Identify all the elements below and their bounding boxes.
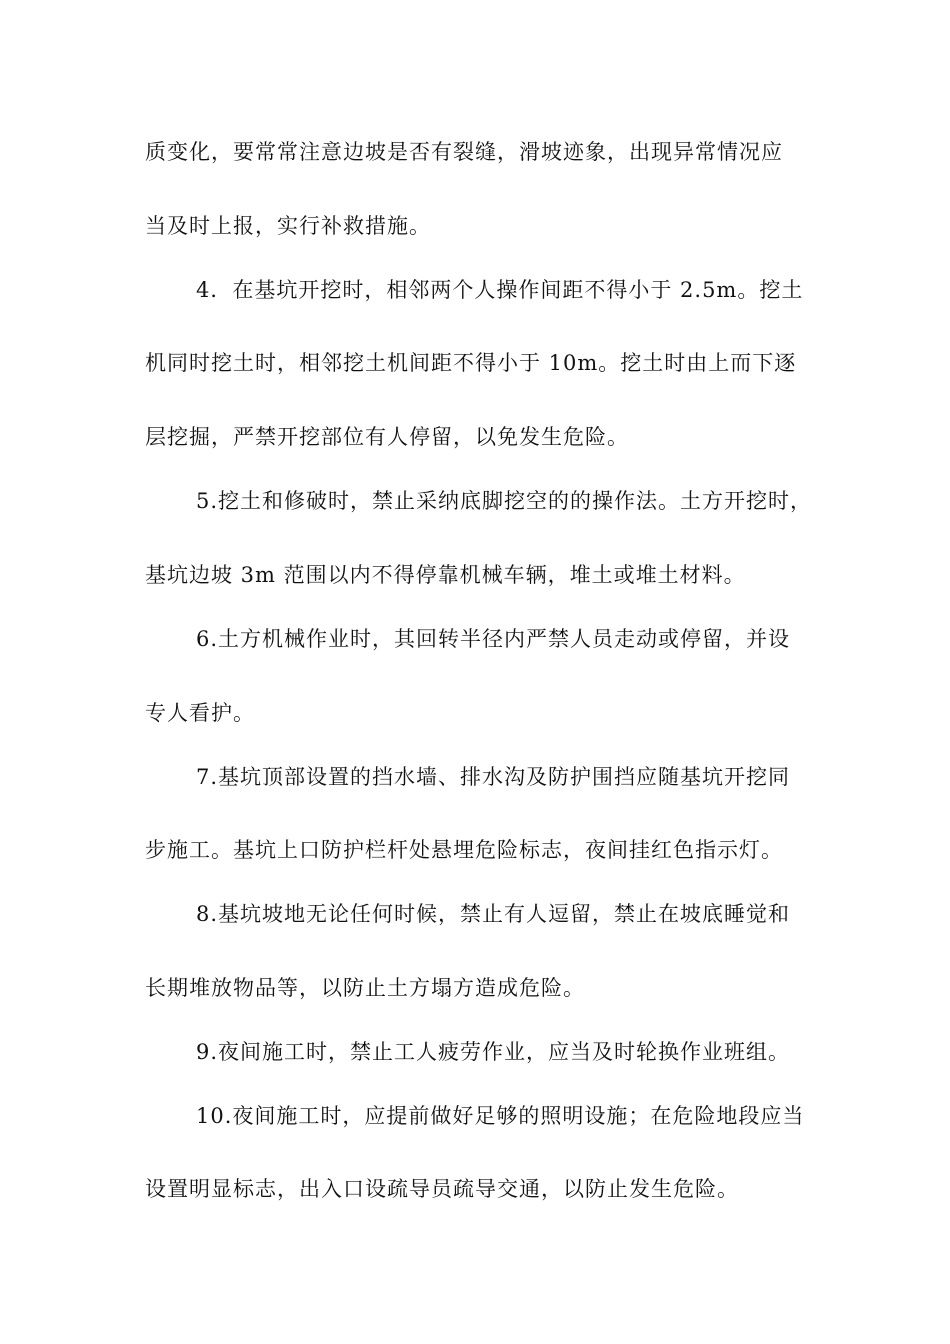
text-line: 设置明显标志，出入口设疏导员疏导交通，以防止发生危险。	[145, 1177, 739, 1201]
text-line: 基坑边坡 3m 范围以内不得停靠机械车辆，堆土或堆土材料。	[145, 563, 746, 587]
text-line: 5.挖土和修破时，禁止采纳底脚挖空的的操作法。土方开挖时，	[196, 489, 813, 513]
text-line: 专人看护。	[145, 701, 255, 725]
text-line: 长期堆放物品等，以防止土方塌方造成危险。	[145, 976, 585, 1000]
text-line: 6.土方机械作业时，其回转半径内严禁人员走动或停留，并设	[196, 627, 791, 651]
text-line: 10.夜间施工时，应提前做好足够的照明设施；在危险地段应当	[196, 1104, 805, 1128]
text-line: 层挖掘，严禁开挖部位有人停留，以免发生危险。	[145, 425, 629, 449]
text-line: 机同时挖土时，相邻挖土机间距不得小于 10m。挖土时由上而下逐	[145, 351, 797, 375]
text-line: 4．在基坑开挖时，相邻两个人操作间距不得小于 2.5m。挖土	[196, 278, 804, 302]
text-line: 当及时上报，实行补救措施。	[145, 214, 431, 238]
text-line: 7.基坑顶部设置的挡水墙、排水沟及防护围挡应随基坑开挖同	[196, 765, 791, 789]
text-line: 9.夜间施工时，禁止工人疲劳作业，应当及时轮换作业班组。	[196, 1040, 791, 1064]
text-line: 8.基坑坡地无论任何时候，禁止有人逗留，禁止在坡底睡觉和	[196, 902, 791, 926]
text-line: 步施工。基坑上口防护栏杆处悬埋危险标志，夜间挂红色指示灯。	[145, 838, 783, 862]
text-line: 质变化，要常常注意边坡是否有裂缝，滑坡迹象，出现异常情况应	[145, 140, 783, 164]
